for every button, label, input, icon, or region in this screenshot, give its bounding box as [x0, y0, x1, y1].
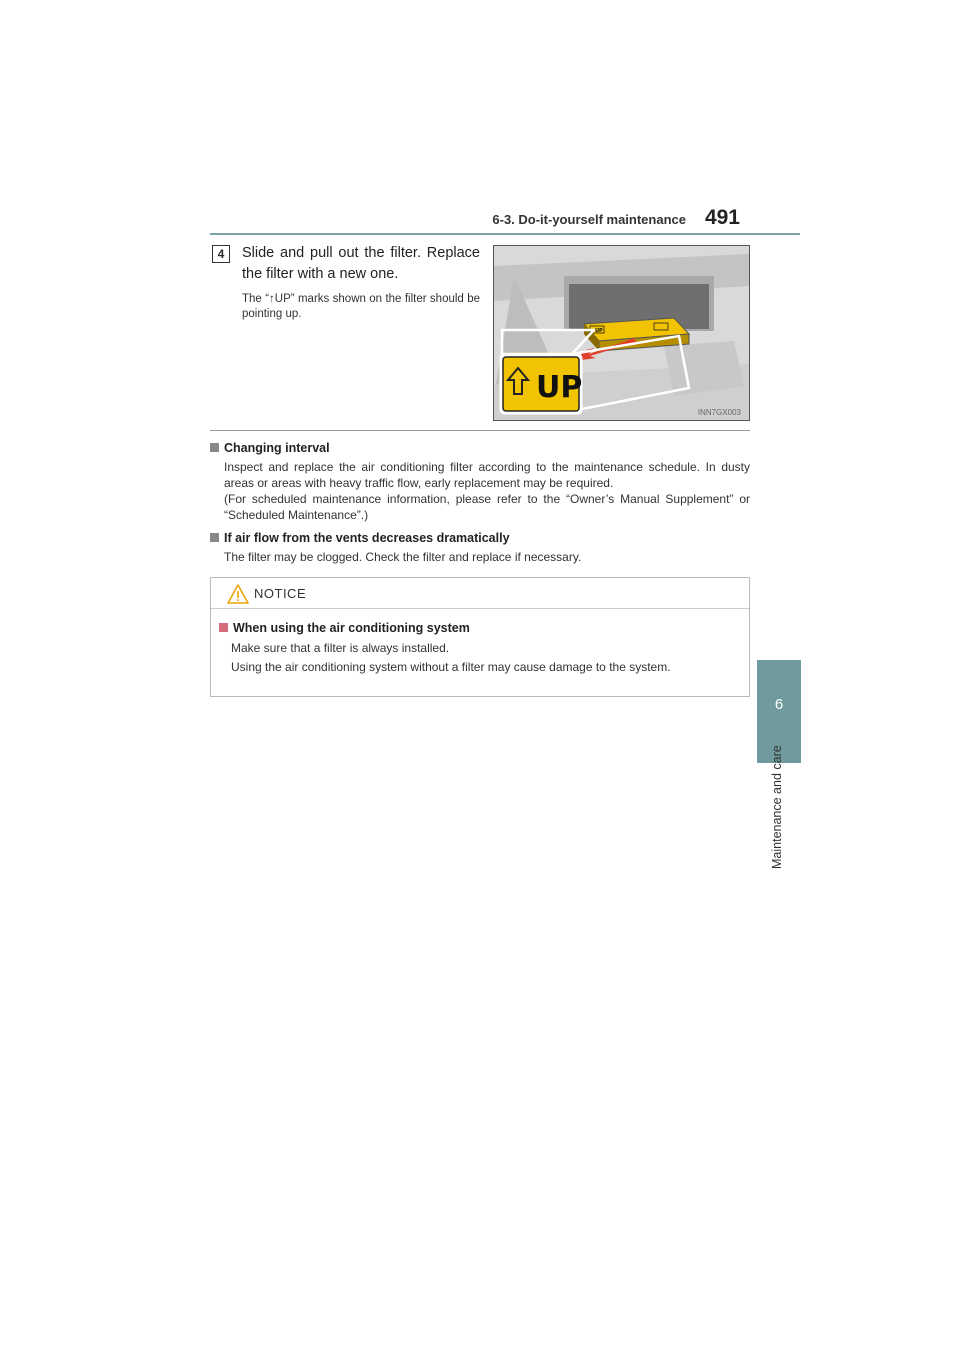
info-paragraph: The filter may be clogged. Check the filter and replace if necessary. [224, 550, 582, 564]
notice-header [211, 578, 749, 609]
notice-heading: When using the air conditioning system [233, 621, 470, 635]
small-up-label: UP [595, 328, 603, 334]
section-divider [210, 430, 750, 431]
step-note: The “↑UP” marks shown on the filter should be pointing up. [242, 293, 480, 320]
step-instruction: Slide and pull out the filter. Replace the filter with a new one. [242, 245, 480, 282]
notice-line: Using the air conditioning system without a filter may cause damage to the system. [231, 660, 671, 674]
page-number: 491 [704, 206, 740, 229]
chapter-number: 6 [774, 696, 784, 713]
notice-box [210, 577, 750, 697]
notice-title: NOTICE [254, 586, 307, 601]
bullet-square-icon [219, 623, 228, 632]
bullet-square-icon [210, 443, 219, 452]
info-changing-interval [210, 441, 750, 523]
bullet-square-icon [210, 533, 219, 542]
info-air-flow [210, 531, 750, 565]
filter-illustration [493, 245, 750, 421]
chapter-title: Maintenance and care [770, 745, 784, 869]
info-heading: If air flow from the vents decreases dramatically [224, 531, 510, 545]
figure-code: INN7GX003 [697, 408, 741, 417]
step-number-badge: 4 [212, 245, 230, 263]
header-rule [210, 233, 800, 235]
info-paragraph: Inspect and replace the air conditioning filter according to the maintenance schedule. In dusty areas or areas with heavy traffic flow, early replacement may be required. [224, 460, 750, 490]
section-title: 6-3. Do-it-yourself maintenance [492, 212, 686, 227]
page-header [210, 208, 800, 236]
up-label-layer [494, 246, 749, 420]
warning-triangle-icon [227, 584, 249, 604]
info-heading: Changing interval [224, 441, 330, 455]
notice-line: Make sure that a filter is always installed. [231, 641, 450, 655]
up-label: UP [536, 370, 583, 405]
info-paragraph: (For scheduled maintenance information, please refer to the “Owner’s Manual Supplement” or “Scheduled Maintenance”.) [224, 492, 750, 522]
